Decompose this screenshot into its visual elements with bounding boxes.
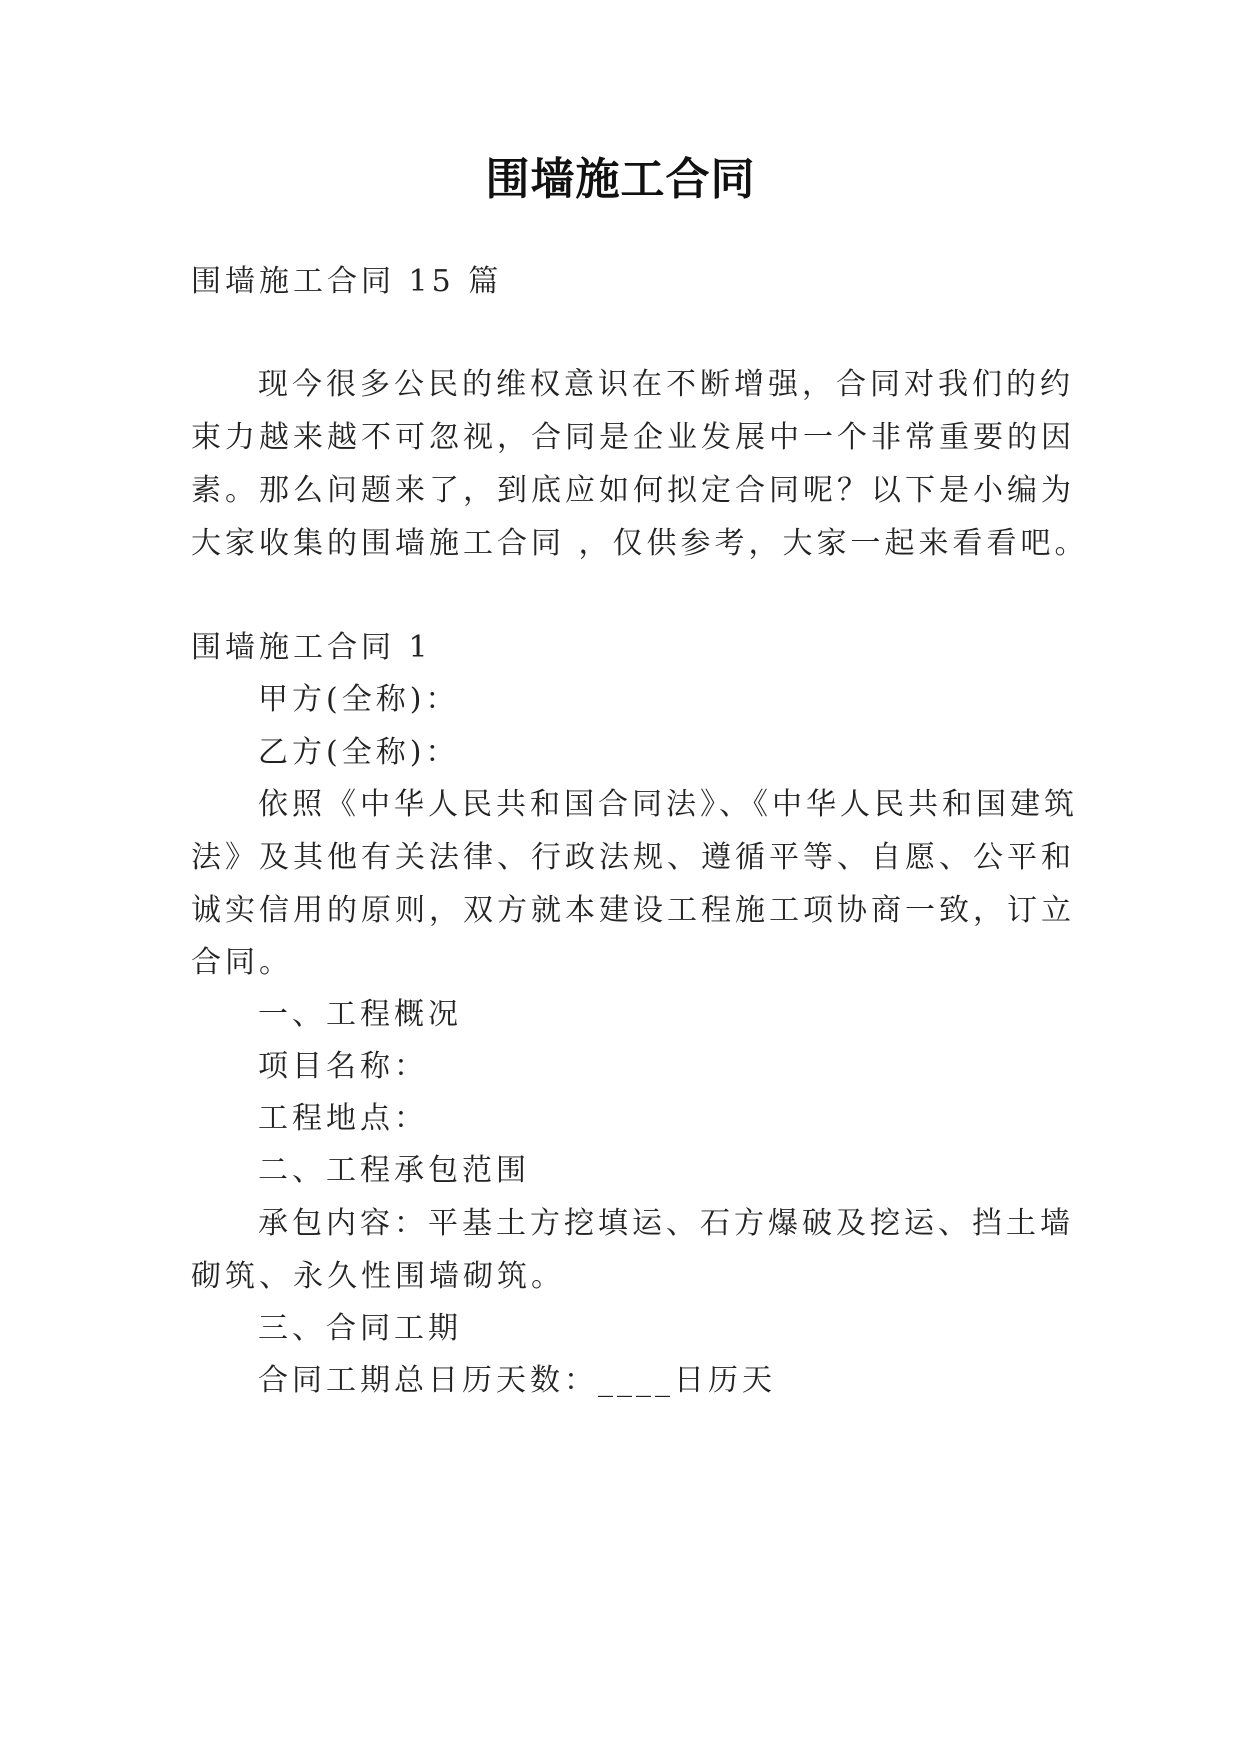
project-name-label: 项目名称：: [258, 1049, 428, 1084]
basis-line: 诚实信用的原则，双方就本建设工程施工项协商一致，订立: [191, 893, 1075, 928]
clause-heading: 二、工程承包范围: [258, 1153, 530, 1188]
section-heading: 围墙施工合同 1: [191, 630, 432, 665]
party-b-label: 乙方(全称)：: [258, 735, 460, 770]
duration-line: 合同工期总日历天数：____日历天: [258, 1363, 776, 1398]
intro-line: 现今很多公民的维权意识在不断增强，合同对我们的约: [258, 367, 1074, 402]
basis-line: 法》及其他有关法律、行政法规、遵循平等、自愿、公平和: [191, 840, 1075, 875]
intro-line: 大家收集的围墙施工合同 ，仅供参考，大家一起来看看吧。: [191, 526, 1089, 561]
clause-heading: 一、工程概况: [258, 997, 462, 1032]
party-a-label: 甲方(全称)：: [258, 682, 460, 717]
scope-line: 砌筑、永久性围墙砌筑。: [191, 1259, 565, 1294]
basis-line: 合同。: [191, 945, 293, 980]
document-title: 围墙施工合同: [485, 154, 756, 205]
basis-line: 依照《中华人民共和国合同法》、《中华人民共和国建筑: [258, 787, 1078, 822]
intro-line: 束力越来越不可忽视，合同是企业发展中一个非常重要的因: [191, 420, 1075, 455]
scope-line: 承包内容：平基土方挖填运、石方爆破及挖运、挡土墙: [258, 1206, 1074, 1241]
intro-line: 素。那么问题来了，到底应如何拟定合同呢？以下是小编为: [191, 473, 1075, 508]
document-subtitle: 围墙施工合同 15 篇: [191, 264, 503, 299]
clause-heading: 三、合同工期: [258, 1311, 462, 1346]
project-location-label: 工程地点：: [258, 1101, 428, 1136]
